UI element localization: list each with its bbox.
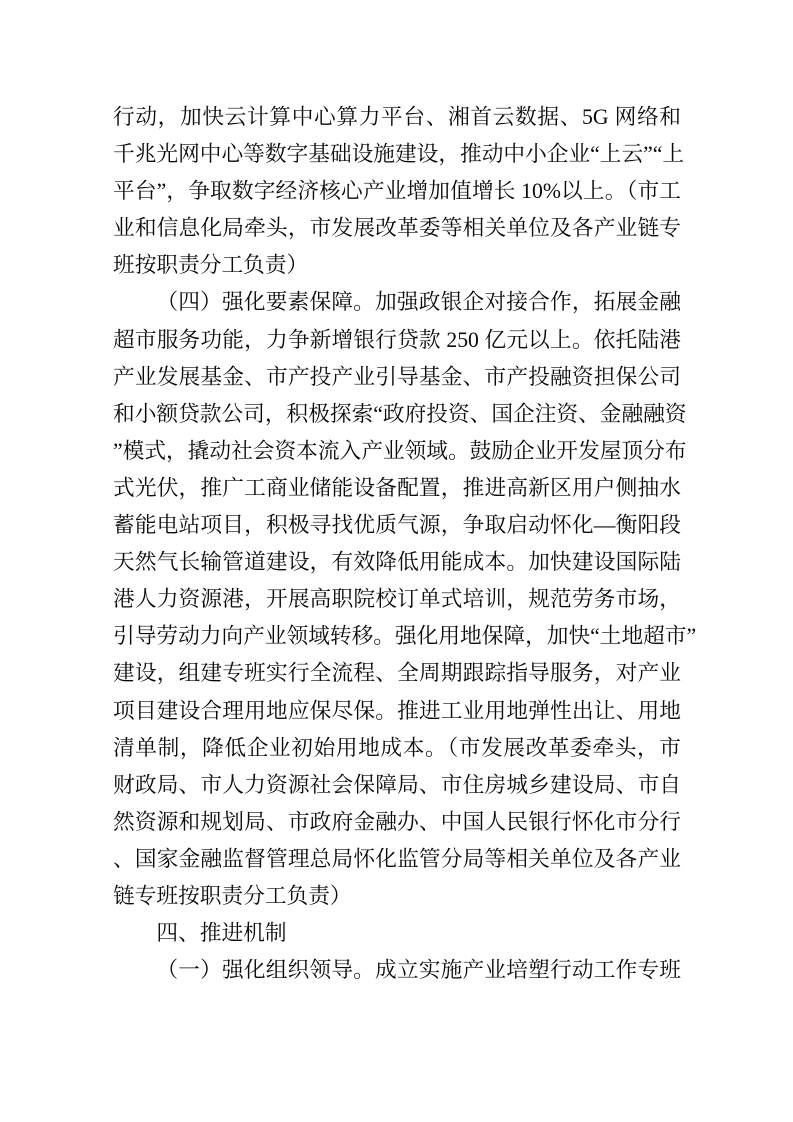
paragraph-item-1 xyxy=(113,952,681,989)
text-line: 清单制，降低企业初始用地成本。（市发展改革委牵头，市 xyxy=(113,735,681,760)
text-line: 财政局、市人力资源社会保障局、市住房城乡建设局、市自 xyxy=(113,772,681,797)
text-line: 链专班按职责分工负责） xyxy=(113,883,352,908)
text-line: 业和信息化局牵头，市发展改革委等相关单位及各产业链专 xyxy=(113,216,681,241)
text-line: 蓄能电站项目，积极寻找优质气源，争取启动怀化—衡阳段 xyxy=(113,513,681,538)
text-line: 天然气长输管道建设，有效降低用能成本。加快建设国际陆 xyxy=(113,550,681,575)
text-line: 千兆光网中心等数字基础设施建设，推动中小企业“上云”“上 xyxy=(113,142,685,167)
text-line: 然资源和规划局、市政府金融办、中国人民银行怀化市分行 xyxy=(113,809,681,834)
text-line: 平台”，争取数字经济核心产业增加值增长 10%以上。（市工 xyxy=(113,179,681,204)
text-line: 式光伏，推广工商业储能设备配置，推进高新区用户侧抽水 xyxy=(113,475,681,500)
text-line: 班按职责分工负责） xyxy=(113,253,309,278)
text-line: 产业发展基金、市产投产业引导基金、市产投融资担保公司 xyxy=(113,364,681,389)
text-line: 超市服务功能，力争新增银行贷款 250 亿元以上。依托陆港 xyxy=(113,327,681,352)
section-heading-4 xyxy=(113,915,681,952)
document-text-block xyxy=(113,99,697,989)
text-line: 和小额贷款公司，积极探索“政府投资、国企注资、金融融资 xyxy=(113,401,687,426)
text-line: （四）强化要素保障。加强政银企对接合作，拓展金融 xyxy=(156,290,681,315)
text-line: ”模式，撬动社会资本流入产业领域。鼓励企业开发屋顶分布 xyxy=(113,438,687,463)
text-line: （一）强化组织领导。成立实施产业培塑行动工作专班 xyxy=(156,958,681,983)
paragraph-continuation xyxy=(113,99,685,284)
text-line: 建设，组建专班实行全流程、全周期跟踪指导服务，对产业 xyxy=(113,661,681,686)
text-line: 、国家金融监督管理总局怀化监管分局等相关单位及各产业 xyxy=(113,846,681,871)
text-line: 项目建设合理用地应保尽保。推进工业用地弹性出让、用地 xyxy=(113,698,681,723)
paragraph-item-4 xyxy=(113,284,697,915)
text-line: 行动，加快云计算中心算力平台、湘首云数据、5G 网络和 xyxy=(113,105,681,129)
heading-line: 四、推进机制 xyxy=(156,921,287,946)
text-line: 港人力资源港，开展高职院校订单式培训，规范劳务市场， xyxy=(113,587,681,612)
text-line: 引导劳动力向产业领域转移。强化用地保障，加快“土地超市” xyxy=(113,624,697,649)
